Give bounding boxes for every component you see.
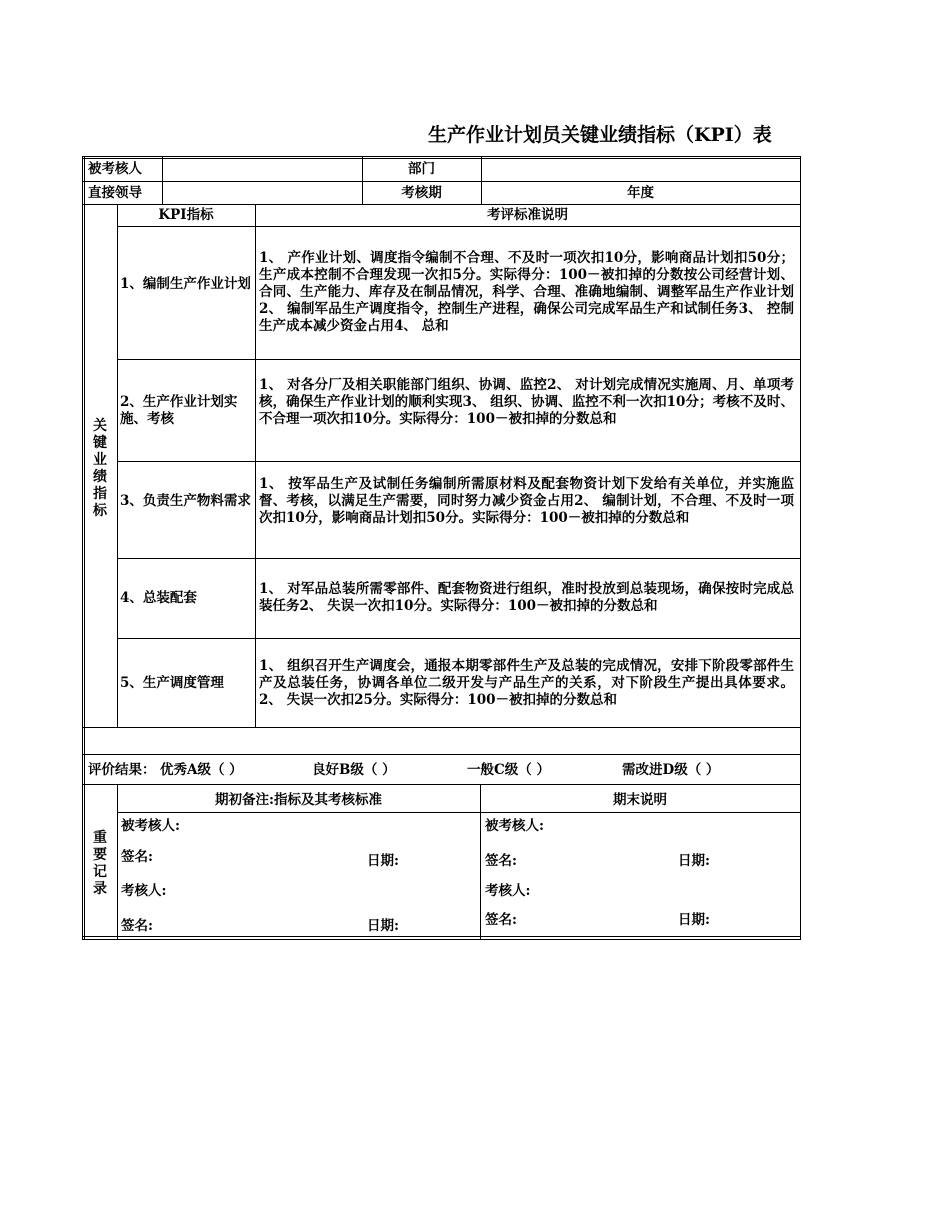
grid-line: [82, 727, 801, 728]
kpi-name: 4、总装配套: [120, 590, 197, 606]
grid-line: [117, 204, 118, 727]
kpi-description: 1、 对军品总装所需零部件、配套物资进行组织，准时投放到总装现场，确保按时完成总装任务2、 失误一次扣10分。实际得分：100－被扣掉的分数总和: [259, 581, 794, 614]
assessee-label: 被考核人:: [121, 818, 180, 834]
grid-line: [82, 204, 801, 205]
grid-line: [117, 638, 801, 639]
date-label: 日期:: [678, 853, 710, 869]
grade-a-option[interactable]: 优秀A级（ ）: [160, 762, 243, 778]
assessee-label: 被考核人:: [485, 818, 544, 834]
grid-line: [82, 156, 801, 157]
records-side-label: 重要记录: [93, 830, 107, 897]
grid-line: [117, 461, 801, 462]
desc-column-header: 考评标准说明: [487, 207, 568, 223]
kpi-description: 1、 对各分厂及相关职能部门组织、协调、监控2、 对计划完成情况实施周、月、单项考核，确保生产作业计划的顺利实现3、 组织、协调、监控不利一次扣10分；考核不及时、不合理一项次扣10分。实际得分：100－被扣掉的分数总和: [259, 377, 794, 427]
sign-label: 签名:: [121, 849, 153, 865]
grid-line: [117, 226, 801, 227]
grid-line: [82, 156, 83, 940]
page-title: 生产作业计划员关键业绩指标（KPI）表: [428, 124, 772, 146]
year-label: 年度: [627, 185, 654, 201]
grid-line: [117, 812, 801, 813]
initial-remarks-header: 期初备注:指标及其考核标准: [215, 792, 382, 808]
date-label: 日期:: [678, 912, 710, 928]
grade-b-option[interactable]: 良好B级（ ）: [312, 762, 396, 778]
evaluation-label: 评价结果：: [88, 762, 156, 778]
kpi-side-label: 关键业绩指标: [93, 418, 107, 519]
period-label: 考核期: [401, 185, 442, 201]
grade-d-option[interactable]: 需改进D级（ ）: [622, 762, 720, 778]
grid-line: [82, 754, 801, 755]
department-label: 部门: [408, 161, 435, 177]
kpi-description: 1、 产作业计划、调度指令编制不合理、不及时一项次扣10分，影响商品计划扣50分；生产成本控制不合理发现一次扣5分。实际得分：100－被扣掉的分数按公司经营计划、合同、生产能力、库存及在制品情况，科学、合理、准确地编制、调整军品生产作业计划2、 编制军品生产调度指令，控制生产进程，确保公司完成军品生产和试制任务3、 控制生产成本减少资金占用4、 总和: [259, 250, 794, 334]
leader-label: 直接领导: [88, 185, 142, 201]
kpi-name: 2、生产作业计划实施、考核: [120, 394, 238, 427]
sign-label: 签名:: [485, 912, 517, 928]
department-field[interactable]: [482, 159, 800, 181]
kpi-name: 1、编制生产作业计划: [120, 276, 251, 292]
assessor-label: 考核人:: [485, 883, 531, 899]
grid-line: [84, 156, 85, 940]
date-label: 日期:: [367, 853, 399, 869]
grid-line: [117, 359, 801, 360]
kpi-name: 5、生产调度管理: [120, 675, 224, 691]
final-remarks-header: 期末说明: [613, 792, 667, 808]
kpi-description: 1、 按军品生产及试制任务编制所需原材料及配套物资计划下发给有关单位，并实施监督、考核，以满足生产需要，同时努力减少资金占用2、 编制计划，不合理、不及时一项次扣10分，影响商品计划扣50分。实际得分：100－被扣掉的分数总和: [259, 476, 794, 526]
assessee-label: 被考核人: [88, 161, 142, 177]
sign-label: 签名:: [485, 853, 517, 869]
grid-line: [117, 558, 801, 559]
assessor-label: 考核人:: [121, 883, 167, 899]
date-label: 日期:: [367, 918, 399, 934]
kpi-column-header: KPI指标: [158, 207, 214, 223]
sign-label: 签名:: [121, 918, 153, 934]
leader-field[interactable]: [163, 182, 362, 204]
grid-line: [800, 156, 801, 940]
assessee-field[interactable]: [163, 159, 362, 181]
kpi-description: 1、 组织召开生产调度会，通报本期零部件生产及总装的完成情况，安排下阶段零部件生产及总装任务，协调各单位二级开发与产品生产的关系，对下阶段生产提出具体要求。2、 失误一次扣25分。实际得分：100－被扣掉的分数总和: [259, 658, 794, 708]
kpi-name: 3、负责生产物料需求: [120, 493, 251, 509]
grid-line: [82, 936, 801, 937]
grade-c-option[interactable]: 一般C级（ ）: [467, 762, 550, 778]
grid-line: [82, 939, 801, 940]
grid-line: [82, 784, 801, 785]
kpi-form: [82, 156, 801, 940]
